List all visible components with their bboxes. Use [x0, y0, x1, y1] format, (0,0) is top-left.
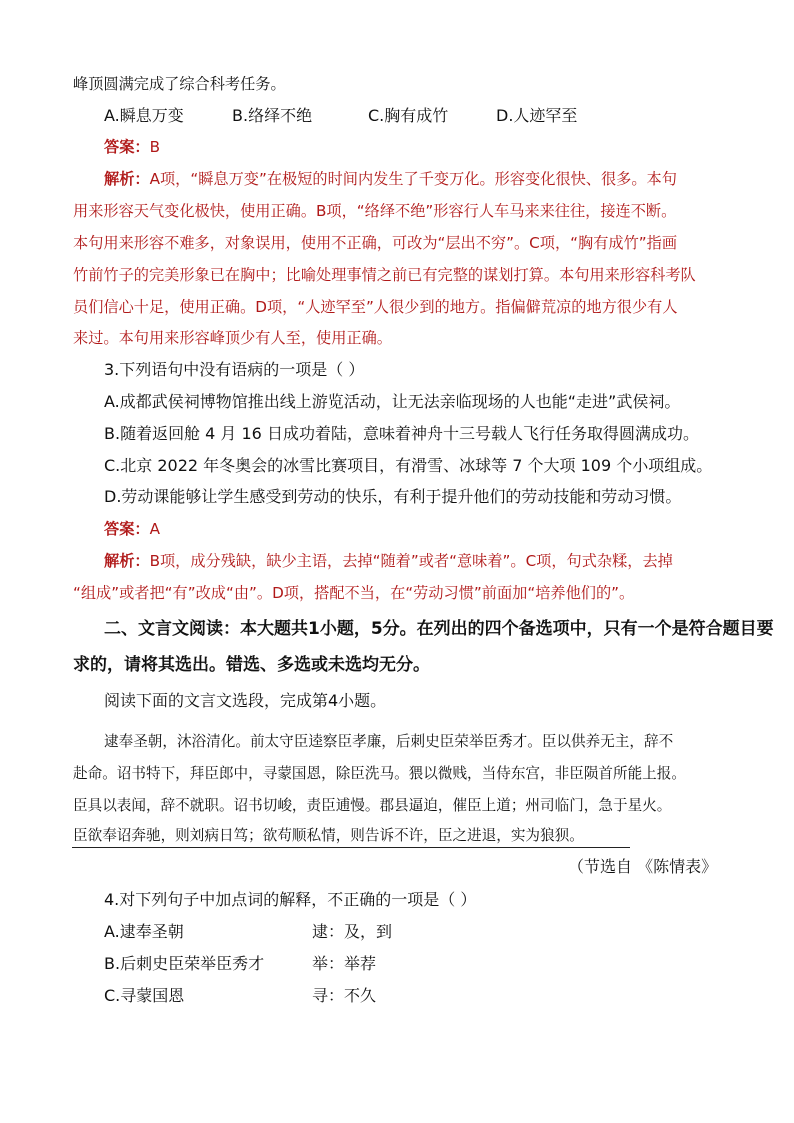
- q4-item-b-sentence: B.后刺史臣荣举臣秀才: [104, 954, 265, 973]
- q2-answer: [104, 140, 160, 155]
- answer-label: 答案：: [104, 520, 150, 538]
- answer-value: A: [149, 520, 160, 538]
- q4-item-b-gloss: 举：举荐: [312, 954, 377, 973]
- answer-value: B: [149, 138, 160, 156]
- q3-analysis-line-2: “组成”或者把“有”改成“由”。D项，搭配不当，在“劳动习惯”前面加“培养他们的”。: [73, 584, 635, 602]
- q4-item-c-sentence: C.寻蒙国恩: [104, 986, 185, 1005]
- passage-source: （节选自 《陈情表》: [568, 857, 718, 876]
- passage-underline: [72, 847, 630, 848]
- q3-option-a: A.成都武侯祠博物馆推出线上游览活动，让无法亲临现场的人也能“走进”武侯祠。: [104, 392, 681, 411]
- section2-heading-line-1: 二、文言文阅读：本大题共1小题，5分。在列出的四个备选项中，只有一个是符合题目要: [104, 619, 774, 639]
- q2-analysis-line-3: 本句用来形容不难多，对象误用，使用不正确，可改为“层出不穷”。C项，“胸有成竹”指画: [73, 234, 678, 252]
- passage-line-4: 臣欲奉诏奔驰，则刘病日笃；欲苟顺私情，则告诉不许，臣之进退，实为狼狈。: [73, 827, 584, 844]
- q3-option-d: D.劳动课能够让学生感受到劳动的快乐，有利于提升他们的劳动技能和劳动习惯。: [104, 487, 682, 506]
- analysis-label: 解析：: [104, 170, 150, 188]
- passage-line-1: 逮奉圣朝，沐浴清化。前太守臣逵察臣孝廉，后刺史臣荣举臣秀才。臣以供养无主，辞不: [104, 733, 674, 750]
- analysis-label: 解析：: [104, 552, 150, 570]
- q2-option-d: D.人迹罕至: [496, 106, 578, 125]
- q4-item-a-sentence: A.逮奉圣朝: [104, 922, 184, 941]
- q3-stem: 3.下列语句中没有语病的一项是（ ）: [104, 360, 365, 379]
- q3-option-b: B.随着返回舱 4 月 16 日成功着陆，意味着神舟十三号载人飞行任务取得圆满成功。: [104, 424, 699, 443]
- intro-line: 峰顶圆满完成了综合科考任务。: [73, 75, 286, 93]
- answer-label: 答案：: [104, 138, 150, 156]
- q2-analysis-line-5: 员们信心十足，使用正确。D项，“人迹罕至”人很少到的地方。指偏僻荒凉的地方很少有人: [73, 298, 678, 316]
- q4-item-a-gloss: 逮：及，到: [312, 922, 393, 941]
- q3-analysis-line-1: [104, 554, 673, 569]
- analysis-text: B项，成分残缺，缺少主语，去掉“随着”或者“意味着”。C项，句式杂糅，去掉: [149, 552, 673, 570]
- passage-line-3: 臣具以表闻，辞不就职。诏书切峻，责臣逋慢。郡县逼迫，催臣上道；州司临门，急于星火。: [73, 797, 672, 814]
- q3-answer: [104, 522, 160, 537]
- q2-option-b: B.络绎不绝: [232, 106, 313, 125]
- q2-analysis-line-2: 用来形容天气变化极快，使用正确。B项，“络绎不绝”形容行人车马来来往往，接连不断。: [73, 202, 677, 220]
- section2-instruction: 阅读下面的文言文选段，完成第4小题。: [104, 691, 387, 710]
- q4-stem: 4.对下列句子中加点词的解释，不正确的一项是（ ）: [104, 890, 477, 909]
- analysis-text: A项，“瞬息万变”在极短的时间内发生了千变万化。形容变化很快、很多。本句: [149, 170, 677, 188]
- q2-analysis-line-6: 来过。本句用来形容峰顶少有人至，使用正确。: [73, 329, 392, 347]
- q3-option-c: C.北京 2022 年冬奥会的冰雪比赛项目，有滑雪、冰球等 7 个大项 109 个小项组成。: [104, 456, 713, 475]
- passage-line-2: 赴命。诏书特下，拜臣郎中，寻蒙国恩，除臣洗马。猥以微贱，当侍东宫，非臣陨首所能上报。: [73, 765, 686, 782]
- q4-item-c-gloss: 寻：不久: [312, 986, 377, 1005]
- q2-analysis-line-1: [104, 172, 720, 187]
- q2-option-c: C.胸有成竹: [368, 106, 449, 125]
- q2-option-a: A.瞬息万变: [104, 106, 184, 125]
- q2-analysis-line-4: 竹前竹子的完美形象已在胸中；比喻处理事情之前已有完整的谋划打算。本句用来形容科考队: [73, 266, 696, 284]
- section2-heading-line-2: 求的，请将其选出。错选、多选或未选均无分。: [73, 655, 430, 675]
